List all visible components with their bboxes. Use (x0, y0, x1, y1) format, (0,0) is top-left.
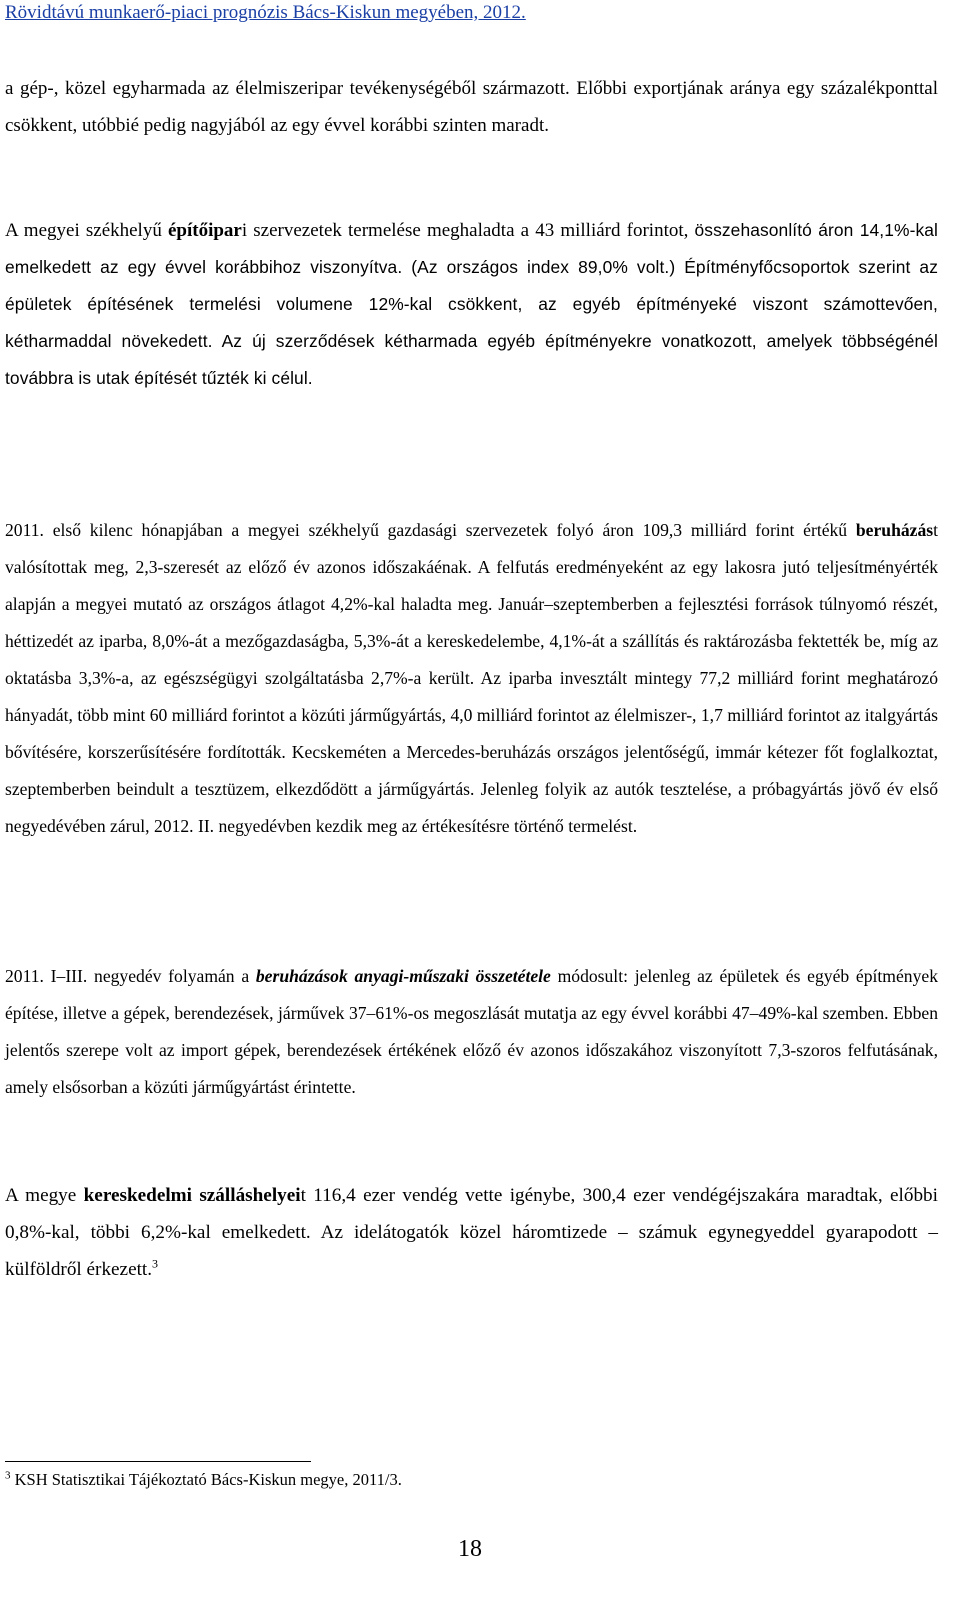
footnote-marker: 3 (5, 1469, 11, 1482)
bold-keyword: kereskedelmi szálláshelyei (83, 1185, 301, 1206)
paragraph-text: 2011. I–III. negyedév folyamán a (5, 966, 256, 986)
paragraph-investment-composition (5, 958, 938, 1106)
footnote-divider (5, 1461, 311, 1462)
paragraph-accommodation (5, 1177, 938, 1288)
footnote (5, 1470, 402, 1490)
footnote-text: KSH Statisztikai Tájékoztató Bács-Kiskun megye, 2011/3. (10, 1470, 402, 1489)
paragraph-text: összehasonlító áron 14,1%-kal emelkedett az egy évvel korábbihoz viszonyítva. (Az országos index 89,0% volt.) Építményfőcsoportok szerint az épületek építésének termelési volumene 12%-kal csökkent, az egyéb építményeké viszont számottevően, kétharmaddal növekedett. Az új szerződések kétharmada egyéb építményekre vonatkozott, amelyek többségénél továbbra is utak építését tűzték ki célul. (5, 220, 938, 388)
paragraph-export (5, 70, 938, 144)
paragraph-text: A megyei székhelyű (5, 220, 168, 241)
paragraph-text: i szervezetek termelése meghaladta a 43 milliárd forintot, (241, 220, 689, 241)
paragraph-text: t valósítottak meg, 2,3-szeresét az előző év azonos időszakáénak. A felfutás eredményeként az egy lakosra jutó teljesítményérték alapján a megyei mutató az országos átlagot 4,2%-kal haladta meg. Január–szeptemberben a fejlesztési források túlnyomó részét, héttizedét az iparba, 8,0%-át a mezőgazdaságba, 5,3%-át a kereskedelembe, 4,1%-át a szállítás és raktározásba fektették be, míg az oktatásba 3,3%-a, az egészségügyi szolgáltatásba 2,7%-a került. Az iparba invesztált mintegy 77,2 milliárd forint meghatározó hányadát, több mint 60 milliárd forintot a közúti járműgyártás, 4,0 milliárd forintot az élelmiszer-, 1,7 milliárd forintot az italgyártás bővítésére, korszerűsítésére fordították. Kecskeméten a Mercedes-beruházás országos jelentőségű, immár kétezer főt foglalkoztat, szeptemberben beindult a tesztüzem, elkezdődött a járműgyártás. Jelenleg folyik az autók tesztelése, a próbagyártás jövő év első negyedévében zárul, 2012. II. negyedévben kezdik meg az értékesítésre történő termelést. (5, 520, 938, 836)
paragraph-text: módosult: jelenleg az épületek és egyéb építmények építése, illetve a gépek, berendezések, járművek 37–61%-os megoszlását mutatja az egy évvel korábbi 47–49%-kal szemben. Ebben jelentős szerepe volt az import gépek, berendezések értékének előző év azonos időszakához viszonyított 7,3-szoros felfutásának, amely elsősorban a közúti járműgyártást érintette. (5, 966, 938, 1097)
paragraph-investment (5, 512, 938, 845)
paragraph-text: a gép-, közel egyharmada az élelmiszeripar tevékenységéből származott. Előbbi exportjának aránya egy százalékponttal csökkent, utóbbié pedig nagyjából az egy évvel korábbi szinten maradt. (5, 78, 938, 136)
page-number: 18 (458, 1536, 482, 1562)
paragraph-text: 2011. első kilenc hónapjában a megyei székhelyű gazdasági szervezetek folyó áron 109,3 milliárd forint értékű (5, 520, 856, 540)
running-header-link[interactable]: Rövidtávú munkaerő-piaci prognózis Bács-Kiskun megyében, 2012. (5, 2, 526, 23)
bold-keyword: beruházás (855, 520, 934, 540)
bold-keyword: építőipar (167, 220, 242, 241)
paragraph-construction (5, 212, 938, 397)
paragraph-text: A megye (5, 1185, 84, 1206)
footnote-reference[interactable]: 3 (152, 1256, 159, 1271)
bold-italic-keyword: beruházások anyagi-műszaki összetétele (255, 966, 551, 986)
paragraph-text: t 116,4 ezer vendég vette igénybe, 300,4 ezer vendégéjszakára maradtak, előbbi 0,8%-kal, többi 6,2%-kal emelkedett. Az idelátogatók közel háromtizede – számuk egynegyeddel gyarapodott – külföldről érkezett. (5, 1185, 938, 1280)
